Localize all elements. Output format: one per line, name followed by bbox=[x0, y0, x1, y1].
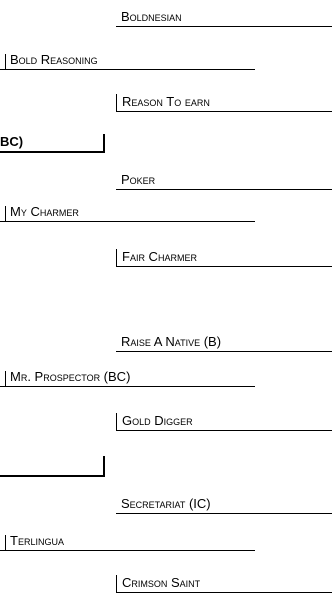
ancestor-name: BC) bbox=[0, 134, 24, 149]
ancestor-name: Poker bbox=[121, 172, 156, 187]
bracket-tick bbox=[5, 535, 6, 550]
ancestor-name: Bold Reasoning bbox=[10, 52, 98, 67]
ancestor-secretariat bbox=[116, 496, 332, 514]
ancestor-raise-a-native bbox=[116, 334, 332, 352]
bracket-tick bbox=[5, 54, 6, 69]
ancestor-name: Secretariat (IC) bbox=[121, 496, 211, 511]
ancestor-name: Mr. Prospector (BC) bbox=[10, 369, 131, 384]
ancestor-poker bbox=[116, 172, 332, 190]
ancestor-terlingua bbox=[0, 533, 255, 551]
ancestor-fair-charmer bbox=[116, 249, 332, 267]
ancestor-gold-digger bbox=[116, 413, 332, 431]
ancestor-name: Raise A Native (B) bbox=[121, 334, 222, 349]
ancestor-name: My Charmer bbox=[10, 204, 79, 219]
ancestor-name: Fair Charmer bbox=[122, 249, 197, 264]
ancestor-bold-reasoning bbox=[0, 52, 255, 70]
ancestor-name: Crimson Saint bbox=[122, 575, 201, 590]
ancestor-mr-prospector bbox=[0, 369, 255, 387]
ancestor-reason-to-earn bbox=[116, 94, 332, 112]
ancestor-name: Terlingua bbox=[10, 533, 64, 548]
ancestor-name: Boldnesian bbox=[121, 9, 182, 24]
ancestor-dam bbox=[0, 456, 105, 477]
ancestor-my-charmer bbox=[0, 204, 255, 222]
ancestor-crimson-saint bbox=[116, 575, 332, 593]
ancestor-name: Reason To earn bbox=[122, 94, 210, 109]
ancestor-name: Gold Digger bbox=[122, 413, 193, 428]
bracket-tick bbox=[5, 371, 6, 386]
ancestor-boldnesian bbox=[116, 9, 332, 27]
ancestor-sire bbox=[0, 134, 105, 153]
bracket-tick bbox=[5, 206, 6, 221]
